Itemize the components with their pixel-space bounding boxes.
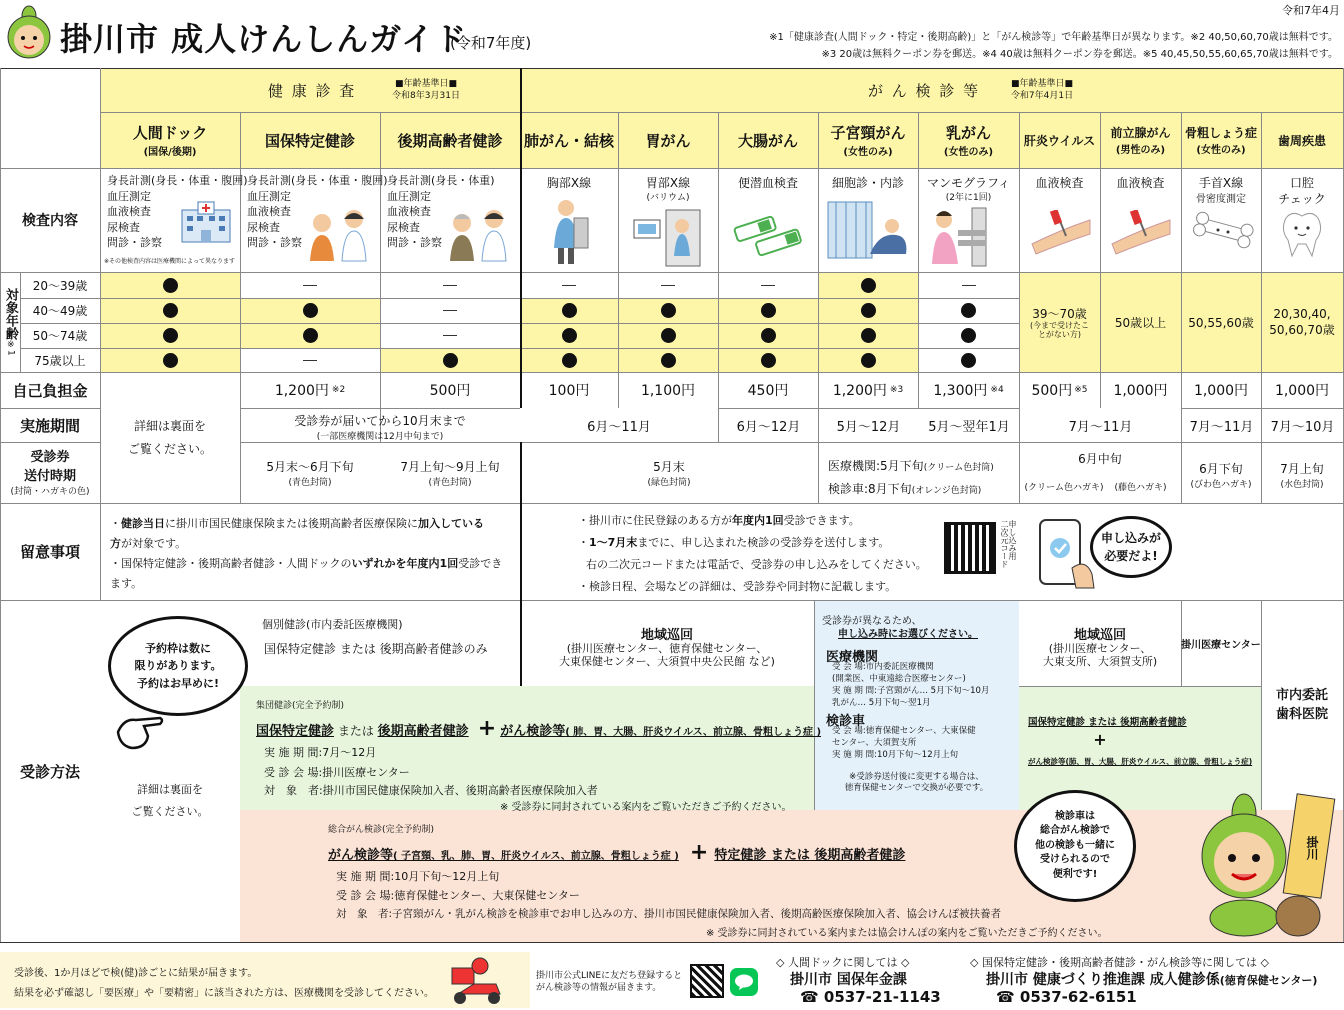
age-mark-cell bbox=[718, 348, 818, 372]
issue-date: 令和7年4月 bbox=[1282, 4, 1340, 17]
blood-test-arm-icon bbox=[1030, 210, 1092, 260]
health-section-title: 健 康 診 査 bbox=[268, 82, 357, 100]
contact1-tel[interactable]: ☎ 0537-21-1143 bbox=[800, 988, 941, 1006]
voucher-kouki: 7月上旬～9月上旬 (青色封筒) bbox=[400, 460, 500, 488]
mascot-logo-icon bbox=[4, 4, 54, 60]
not-eligible-dash-icon bbox=[443, 335, 457, 336]
column-header-name: 後期高齢者健診 bbox=[397, 131, 503, 150]
column-header-11 bbox=[1181, 112, 1261, 168]
column-header-name: 乳がん bbox=[945, 124, 991, 142]
chiiki-body: (掛川医療センター、徳育保健センター、 大東保健センター、大須賀中央公民館 など) bbox=[559, 642, 775, 669]
combo-line-3: 対 象 者:子宮頸がん・乳がん検診を検診車でお申し込みの方、掛川市国民健康保険加入者、後期高齢医療保険加入者、協会けんぽ被扶養者 bbox=[336, 908, 1002, 920]
row-label-age bbox=[0, 272, 20, 372]
stool-test-kit-icon bbox=[732, 208, 806, 268]
age-mark-cell bbox=[520, 348, 618, 372]
chiiki-title: 地域巡回 bbox=[640, 628, 693, 643]
eligible-dot-icon bbox=[861, 278, 876, 293]
content-tokutei: 身長計測(身長・体重・腹囲) 血圧測定 血液検査 尿検査 問診・診察 bbox=[247, 174, 388, 249]
dock-detail-text: 詳細は裏面を ご覧ください。 bbox=[127, 419, 212, 456]
pointing-hand-icon bbox=[114, 702, 166, 756]
row-label-cost: 自己負担金 bbox=[12, 381, 88, 400]
eligible-dot-icon bbox=[961, 328, 976, 343]
not-eligible-dash-icon bbox=[761, 285, 775, 286]
header-note-2: ※3 20歳は無料クーポン券を郵送。※4 40歳は無料クーポン券を郵送。※5 40,45,50,55,60,65,70歳は無料です。 bbox=[821, 49, 1338, 60]
group-line-1: 実 施 期 間:7月～12月 bbox=[264, 746, 377, 759]
content-dock-note: ※その他検査内容は医療機関によって異なります bbox=[104, 258, 236, 265]
doctor-consultation-icon bbox=[300, 205, 376, 269]
age-osteo: 50,55,60歳 bbox=[1188, 315, 1254, 330]
eligible-dot-icon bbox=[303, 303, 318, 318]
column-header-name: 肝炎ウイルス bbox=[1023, 133, 1096, 148]
eligible-dot-icon bbox=[861, 303, 876, 318]
age-prostate: 50歳以上 bbox=[1114, 315, 1167, 330]
eligible-dot-icon bbox=[163, 278, 178, 293]
column-header-name: 大腸がん bbox=[737, 131, 798, 150]
bone-icon bbox=[1192, 210, 1254, 256]
period-cervical: 5月～12月 bbox=[836, 419, 901, 435]
period-health: 受診券が届いてから10月末まで (一部医療機関は12月中旬まで) bbox=[294, 414, 466, 442]
xray-person-icon bbox=[548, 198, 592, 270]
age-mark-cell bbox=[380, 298, 520, 323]
row-label-notes: 留意事項 bbox=[19, 543, 80, 561]
age-label-20-39: 20～39歳 bbox=[32, 278, 88, 293]
health-ref-date: 令和8年3月31日 bbox=[392, 91, 460, 101]
change-note: ※受診券送付後に変更する場合は、 徳育保健センターで交換が必要です。 bbox=[844, 772, 989, 794]
fiscal-year: (令和7年度) bbox=[450, 34, 532, 52]
group-note: ※ 受診券に同封されている案内をご覧いただきご予約ください。 bbox=[500, 802, 792, 813]
page-title: 掛川市 成人けんしんガイド bbox=[60, 20, 468, 58]
dental-place: 市内委託 歯科医院 bbox=[1275, 687, 1328, 722]
eligible-dot-icon bbox=[661, 328, 676, 343]
cancer-ref-label: ■年齢基準日■ bbox=[1010, 79, 1073, 89]
column-header-2 bbox=[240, 112, 380, 168]
line-qr-code[interactable] bbox=[690, 964, 724, 998]
contact1-heading: ◇ 人間ドックに関しては ◇ bbox=[776, 956, 910, 969]
qr-label: 申し込み用 二次元コード bbox=[1000, 520, 1017, 568]
column-header-sub: (国保/後期) bbox=[143, 147, 197, 158]
application-qr-code[interactable] bbox=[944, 522, 996, 574]
column-header-name: 肺がん・結核 bbox=[523, 131, 614, 150]
hospital-icon bbox=[178, 200, 234, 248]
eligible-dot-icon bbox=[761, 353, 776, 368]
eligible-dot-icon bbox=[562, 303, 577, 318]
content-stomach-sub: (バリウム) bbox=[646, 193, 690, 203]
notes-cancer: ・掛川市に住民登録のある方が年度内1回受診できます。 ・1～7月末までに、申し込まれた検診の受診券を送付します。 右の二次元コードまたは電話で、受診券の申し込みをしてください。 ・検診日程、会場などの詳細は、受診券や同封物に記載します。 bbox=[578, 514, 927, 593]
age-note-label: ※1 bbox=[5, 340, 16, 356]
eligible-dot-icon bbox=[661, 353, 676, 368]
period-dental: 7月～10月 bbox=[1270, 419, 1335, 435]
eligible-dot-icon bbox=[163, 303, 178, 318]
content-breast: マンモグラフィ bbox=[926, 176, 1011, 190]
eligible-dot-icon bbox=[163, 353, 178, 368]
voucher-hep-color: (クリーム色ハガキ) bbox=[1024, 483, 1104, 493]
eligible-dot-icon bbox=[163, 328, 178, 343]
contact1-org: 掛川市 国保年金課 bbox=[790, 972, 907, 988]
age-mark-cell bbox=[918, 272, 1019, 298]
cost-prostate: 1,000円 bbox=[1113, 383, 1168, 399]
age-mark-cell bbox=[718, 298, 818, 323]
content-osteo-sub: 骨密度測定 bbox=[1196, 194, 1246, 205]
column-header-name: 骨粗しょう症 bbox=[1184, 126, 1257, 140]
combo-line-2: 受 診 会 場:徳育保健センター、大東保健センター bbox=[336, 889, 580, 902]
content-lung: 胸部X線 bbox=[546, 176, 592, 190]
mascot-bubble: 検診車は 総合がん検診で 他の検診も一緒に 受けられるので 便利です! bbox=[1014, 790, 1136, 902]
column-header-10 bbox=[1100, 112, 1181, 168]
voucher-tokutei: 5月末～6月下旬 (青色封筒) bbox=[266, 460, 354, 488]
age-mark-cell bbox=[818, 323, 918, 348]
green-right-r1: 国保特定健診 または 後期高齢者健診 bbox=[1028, 717, 1187, 728]
age-mark-cell bbox=[380, 348, 520, 372]
group-title: 集団健診(完全予約制) bbox=[256, 701, 345, 711]
period-breast: 5月～翌年1月 bbox=[928, 419, 1010, 435]
eligible-dot-icon bbox=[861, 353, 876, 368]
period-colon: 6月～12月 bbox=[736, 419, 801, 435]
group-main: 国保特定健診 または 後期高齢者健診 + がん検診等( 肺、胃、大腸、肝炎ウイルス、前立腺、骨粗しょう症 ) bbox=[256, 716, 822, 741]
column-header-12 bbox=[1261, 112, 1343, 168]
eligible-dot-icon bbox=[303, 328, 318, 343]
age-mark-cell bbox=[918, 323, 1019, 348]
eligible-dot-icon bbox=[443, 353, 458, 368]
contact2-tel[interactable]: ☎ 0537-62-6151 bbox=[996, 988, 1137, 1006]
column-header-name: 人間ドック bbox=[132, 124, 208, 142]
column-header-sub: (女性のみ) bbox=[843, 147, 893, 158]
age-mark-cell bbox=[618, 323, 718, 348]
kenshin-body: 受 会 場:徳育保健センター、大東保健 センター、大須賀支所 実 施 期 間:10月下旬～12月上旬 bbox=[832, 726, 976, 760]
age-mark-cell bbox=[380, 272, 520, 298]
choice-title: 受診券が異なるため、 bbox=[822, 616, 922, 627]
age-hepatitis: 39～70歳 (今まで受けたことがない方) bbox=[1029, 306, 1090, 339]
group-line-2: 受 診 会 場:掛川医療センター bbox=[264, 766, 410, 779]
age-mark-cell bbox=[100, 323, 240, 348]
combo-note: ※ 受診券に同封されている案内または協会けんぽの案内をご覧いただきご予約ください。 bbox=[706, 928, 1108, 939]
notes-bubble: 申し込みが 必要だよ! bbox=[1090, 516, 1172, 578]
not-eligible-dash-icon bbox=[303, 285, 317, 286]
age-mark-cell bbox=[618, 272, 718, 298]
age-label-50-74: 50～74歳 bbox=[32, 329, 88, 343]
content-cervical: 細胞診・内診 bbox=[831, 176, 904, 190]
not-eligible-dash-icon bbox=[962, 285, 976, 286]
age-mark-cell bbox=[520, 298, 618, 323]
voucher-cancer3: 5月末 (緑色封筒) bbox=[647, 460, 691, 488]
age-mark-cell bbox=[100, 272, 240, 298]
cancer-section-title: が ん 検 診 等 bbox=[868, 82, 981, 100]
eligible-dot-icon bbox=[661, 303, 676, 318]
cost-dental: 1,000円 bbox=[1274, 383, 1330, 399]
contact2-heading: ◇ 国保特定健診・後期高齢者健診・がん検診等に関しては ◇ bbox=[970, 956, 1269, 969]
age-mark-cell bbox=[718, 272, 818, 298]
column-header-name: 歯周疾患 bbox=[1277, 133, 1326, 148]
row-label-content: 検査内容 bbox=[22, 213, 78, 229]
mammography-icon bbox=[928, 206, 1008, 272]
column-header-name: 前立腺がん bbox=[1110, 126, 1171, 140]
combo-main: がん検診等( 子宮頸、乳、肺、胃、肝炎ウイルス、前立腺、骨粗しょう症 ) + 特定健診 または 後期高齢者健診 bbox=[328, 840, 906, 865]
chiiki2-body: (掛川医療センター、 大東支所、大須賀支所) bbox=[1042, 642, 1158, 669]
eligible-dot-icon bbox=[761, 303, 776, 318]
cost-lung: 100円 bbox=[548, 383, 590, 399]
eligible-dot-icon bbox=[562, 328, 577, 343]
age-mark-cell bbox=[240, 298, 380, 323]
voucher-prostate-color: (藤色ハガキ) bbox=[1114, 483, 1167, 493]
not-eligible-dash-icon bbox=[443, 310, 457, 311]
age-mark-cell bbox=[618, 298, 718, 323]
cost-colon: 450円 bbox=[747, 383, 789, 399]
gynecology-chair-icon bbox=[826, 200, 912, 270]
footer-left-line-2: 結果を必ず確認し「要医療」や「要精密」に該当された方は、医療機関を受診してください。 bbox=[14, 988, 434, 999]
kenshin-title: 検診車 bbox=[826, 714, 866, 729]
blood-test-arm-icon-2 bbox=[1110, 210, 1172, 260]
reservation-bubble: 予約枠は数に 限りがあります。 予約はお早めに! bbox=[108, 616, 248, 716]
group-line-3: 対 象 者:掛川市国民健康保険加入者、後期高齢者医療保険加入者 bbox=[264, 784, 598, 797]
content-kouki: 身長計測(身長・体重) 血圧測定 血液検査 尿検査 問診・診察 bbox=[387, 174, 495, 249]
age-mark-cell bbox=[918, 348, 1019, 372]
age-mark-cell bbox=[818, 348, 918, 372]
age-dental: 20,30,40, 50,60,70歳 bbox=[1269, 306, 1335, 337]
content-dental: 口腔 bbox=[1289, 176, 1314, 190]
column-header-sub: (男性のみ) bbox=[1115, 145, 1166, 156]
footer-line-text: 掛川市公式LINEに友だち登録すると がん検診等の情報が届きます。 bbox=[536, 971, 683, 994]
eligible-dot-icon bbox=[861, 328, 876, 343]
voucher-hep-prostate: 6月中旬 bbox=[1078, 452, 1122, 466]
content-osteo: 手首X線 bbox=[1198, 176, 1244, 190]
age-mark-cell bbox=[240, 272, 380, 298]
cost-stomach: 1,100円 bbox=[640, 383, 696, 399]
period-osteo: 7月～11月 bbox=[1189, 419, 1254, 435]
period-lung-stomach: 6月～11月 bbox=[520, 408, 718, 442]
age-group-label: 対象年齢 bbox=[2, 288, 18, 341]
notes-health: ・健診当日に掛川市国民健康保険または後期高齢者医療保険に加入している 方が対象です。 ・国保特定健診・後期高齢者健診・人間ドックのいずれかを年度内1回受診でき ます。 bbox=[110, 517, 503, 590]
column-header-6 bbox=[718, 112, 818, 168]
age-mark-cell bbox=[718, 323, 818, 348]
age-mark-cell bbox=[240, 323, 380, 348]
age-mark-cell bbox=[100, 348, 240, 372]
combo-title: 総合がん検診(完全予約制) bbox=[328, 825, 435, 835]
delivery-bike-icon bbox=[444, 954, 506, 1010]
content-dental-sub: チェック bbox=[1278, 192, 1326, 206]
column-header-3 bbox=[380, 112, 520, 168]
column-header-5 bbox=[618, 112, 718, 168]
eligible-dot-icon bbox=[761, 328, 776, 343]
elderly-consultation-icon bbox=[440, 205, 516, 269]
health-ref-label: ■年齢基準日■ bbox=[394, 79, 457, 89]
age-mark-cell bbox=[918, 298, 1019, 323]
column-header-7 bbox=[818, 112, 918, 168]
not-eligible-dash-icon bbox=[661, 285, 675, 286]
age-mark-cell bbox=[380, 323, 520, 348]
osteo-place: 掛川医療センター bbox=[1181, 639, 1261, 651]
row-label-period: 実施期間 bbox=[19, 416, 80, 435]
mascot-character-icon bbox=[1186, 792, 1336, 944]
cost-cervical: 1,200円 ※3 bbox=[832, 383, 904, 399]
chiiki2-title: 地域巡回 bbox=[1073, 628, 1126, 643]
iryo-title: 医療機関 bbox=[826, 650, 879, 665]
tooth-icon bbox=[1280, 210, 1324, 262]
choice-title-2: 申し込み時にお選びください。 bbox=[838, 629, 978, 640]
period-hep-prostate: 7月～11月 bbox=[1020, 408, 1181, 442]
voucher-cervical-breast: 医療機関:5月下旬(クリーム色封筒) 検診車:8月下旬(オレンジ色封筒) bbox=[828, 459, 994, 496]
column-header-4 bbox=[520, 112, 618, 168]
column-header-8 bbox=[918, 112, 1019, 168]
eligible-dot-icon bbox=[562, 353, 577, 368]
column-header-name: 胃がん bbox=[645, 131, 691, 150]
method-detail: 詳細は裏面を ご覧ください。 bbox=[131, 783, 209, 818]
voucher-dental: 7月上旬 (水色封筒) bbox=[1280, 462, 1324, 490]
content-colon: 便潜血検査 bbox=[737, 176, 798, 190]
eligible-dot-icon bbox=[961, 303, 976, 318]
cost-kouki: 500円 bbox=[429, 383, 471, 399]
age-mark-cell bbox=[618, 348, 718, 372]
header-note-1: ※1「健康診査(人間ドック・特定・後期高齢)」と「がん検診等」で年齢基準日が異なります。※2 40,50,60,70歳は無料です。 bbox=[769, 32, 1338, 43]
content-breast-sub: (2年に1回) bbox=[945, 193, 992, 203]
cost-osteo: 1,000円 bbox=[1193, 383, 1249, 399]
kobetsu-body: 国保特定健診 または 後期高齢者健診のみ bbox=[264, 642, 488, 656]
cancer-ref-date: 令和7年4月1日 bbox=[1010, 91, 1074, 101]
not-eligible-dash-icon bbox=[443, 285, 457, 286]
iryo-body: 受 会 場:市内委託医療機関 (開業医、中東遠総合医療センター) 実 施 期 間:子宮頸がん… 5月下旬～10月 乳がん… 5月下旬～翌1月 bbox=[832, 662, 990, 708]
column-header-name: 国保特定健診 bbox=[264, 131, 355, 150]
column-header-1 bbox=[100, 112, 240, 168]
cost-hepatitis: 500円 ※5 bbox=[1031, 383, 1088, 399]
age-mark-cell bbox=[520, 272, 618, 298]
cost-tokutei: 1,200円 ※2 bbox=[274, 383, 346, 399]
not-eligible-dash-icon bbox=[562, 285, 576, 286]
age-mark-cell bbox=[818, 298, 918, 323]
column-header-sub: (女性のみ) bbox=[1196, 145, 1246, 156]
barium-xray-icon bbox=[628, 206, 708, 272]
age-mark-cell bbox=[240, 348, 380, 372]
eligible-dot-icon bbox=[961, 353, 976, 368]
contact2-org: 掛川市 健康づくり推進課 成人健診係(徳育保健センター) bbox=[986, 972, 1318, 988]
cost-breast: 1,300円 ※4 bbox=[933, 383, 1004, 399]
green-right-plus: + bbox=[1093, 730, 1107, 749]
combo-line-1: 実 施 期 間:10月下旬～12月上旬 bbox=[336, 870, 500, 883]
row-label-method: 受診方法 bbox=[19, 762, 80, 781]
age-label-40-49: 40～49歳 bbox=[32, 304, 88, 318]
kobetsu-title: 個別健診(市内委託医療機関) bbox=[262, 618, 403, 631]
age-mark-cell bbox=[818, 272, 918, 298]
line-app-icon[interactable] bbox=[730, 968, 758, 996]
content-dock: 身長計測(身長・体重・腹囲) 血圧測定 血液検査 尿検査 問診・診察 bbox=[107, 174, 248, 249]
content-hepatitis: 血液検査 bbox=[1035, 176, 1084, 190]
age-mark-cell bbox=[520, 323, 618, 348]
voucher-osteo: 6月下旬 (びわ色ハガキ) bbox=[1190, 462, 1252, 490]
green-right-r3: がん検診等(肺、胃、大腸、肝炎ウイルス、前立腺、骨粗しょう症) bbox=[1028, 757, 1253, 766]
mascot-sign-label: 掛川 bbox=[1305, 836, 1319, 860]
age-mark-cell bbox=[100, 298, 240, 323]
row-label-voucher: 受診券 送付時期 (封筒・ハガキの色) bbox=[10, 450, 90, 497]
column-header-sub: (女性のみ) bbox=[943, 147, 994, 158]
not-eligible-dash-icon bbox=[303, 360, 317, 361]
column-header-name: 子宮頸がん bbox=[830, 124, 906, 142]
content-prostate: 血液検査 bbox=[1116, 176, 1165, 190]
column-header-9 bbox=[1019, 112, 1100, 168]
footer-left-line-1: 受診後、1か月ほどで検(健)診ごとに結果が届きます。 bbox=[14, 968, 258, 979]
content-stomach: 胃部X線 bbox=[645, 176, 691, 190]
age-label-75: 75歳以上 bbox=[34, 353, 86, 368]
smartphone-icon bbox=[1032, 518, 1098, 594]
